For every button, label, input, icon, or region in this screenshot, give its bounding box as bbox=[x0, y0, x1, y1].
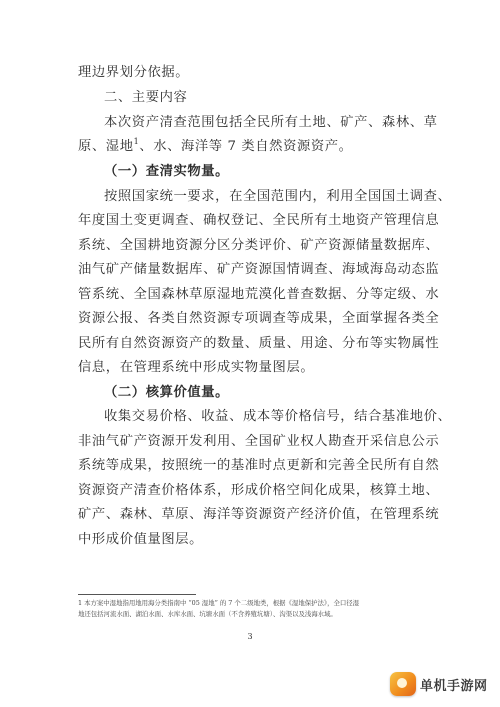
footnote-text: 1 本方案中湿地指用地用海分类指南中 “05 湿地” 的 7 个二级地类，根据《湿地保护法》，全口径湿 bbox=[78, 599, 360, 607]
paragraph-text: 、水、海洋等 7 类自然资源资产。 bbox=[139, 139, 353, 154]
paragraph-line: 民所有自然资源资产的数量、质量、用途、分布等实物属性 bbox=[78, 336, 440, 351]
footnote-text: 地还包括河流水面、湖泊水面、水库水面、坑塘水面（不含养殖坑塘）、沟渠以及浅海水域。 bbox=[78, 610, 337, 618]
paragraph-line bbox=[78, 135, 424, 160]
section-heading: 二、主要内容 bbox=[104, 90, 188, 105]
paragraph-line: 中形成价值量图层。 bbox=[78, 532, 204, 547]
paragraph-line: 系统、全国耕地资源分区分类评价、矿产资源储量数据库、 bbox=[78, 238, 440, 253]
paragraph-line: 按照国家统一要求，在全国范围内，利用全国国土调查、 bbox=[104, 189, 452, 204]
paragraph-line: 年度国土变更调查、确权登记、全民所有土地资产管理信息 bbox=[78, 213, 440, 228]
paragraph-line: 矿产、森林、草原、海洋等资源资产经济价值，在管理系统 bbox=[78, 507, 440, 522]
paragraph-line: 非油气矿产资源开发利用、全国矿业权人勘查开采信息公示 bbox=[78, 434, 440, 449]
paragraph-line: 本次资产清查范围包括全民所有土地、矿产、森林、草 bbox=[104, 115, 438, 130]
paragraph-line: 信息，在管理系统中形成实物量图层。 bbox=[78, 360, 315, 375]
page-number: 3 bbox=[247, 632, 253, 641]
paragraph-line: 油气矿产储量数据库、矿产资源国情调查、海域海岛动态监 bbox=[78, 262, 440, 277]
subsection-heading: （二）核算价值量。 bbox=[104, 385, 230, 400]
paragraph-line: 理边界划分依据。 bbox=[78, 65, 190, 80]
subsection-heading: （一）查清实物量。 bbox=[104, 164, 230, 179]
paragraph-text: 原、湿地 bbox=[78, 139, 134, 154]
paragraph-line: 管系统、全国森林草原湿地荒漠化普查数据、分等定级、水 bbox=[78, 287, 440, 302]
footnote-divider bbox=[78, 594, 196, 595]
watermark-text: 单机手游网 bbox=[420, 678, 488, 694]
paragraph-line: 系统等成果，按照统一的基准时点更新和完善全民所有自然 bbox=[78, 458, 440, 473]
paragraph-line: 资源公报、各类自然资源专项调查等成果，全面掌握各类全 bbox=[78, 311, 440, 326]
paragraph-line: 资源资产清查价格体系，形成价格空间化成果，核算土地、 bbox=[78, 483, 440, 498]
footnote-marker: 1 bbox=[133, 137, 140, 146]
paragraph-line: 收集交易价格、收益、成本等价格信号，结合基准地价、 bbox=[104, 409, 452, 424]
game-controller-logo-icon bbox=[390, 672, 416, 696]
site-watermark bbox=[390, 669, 490, 699]
